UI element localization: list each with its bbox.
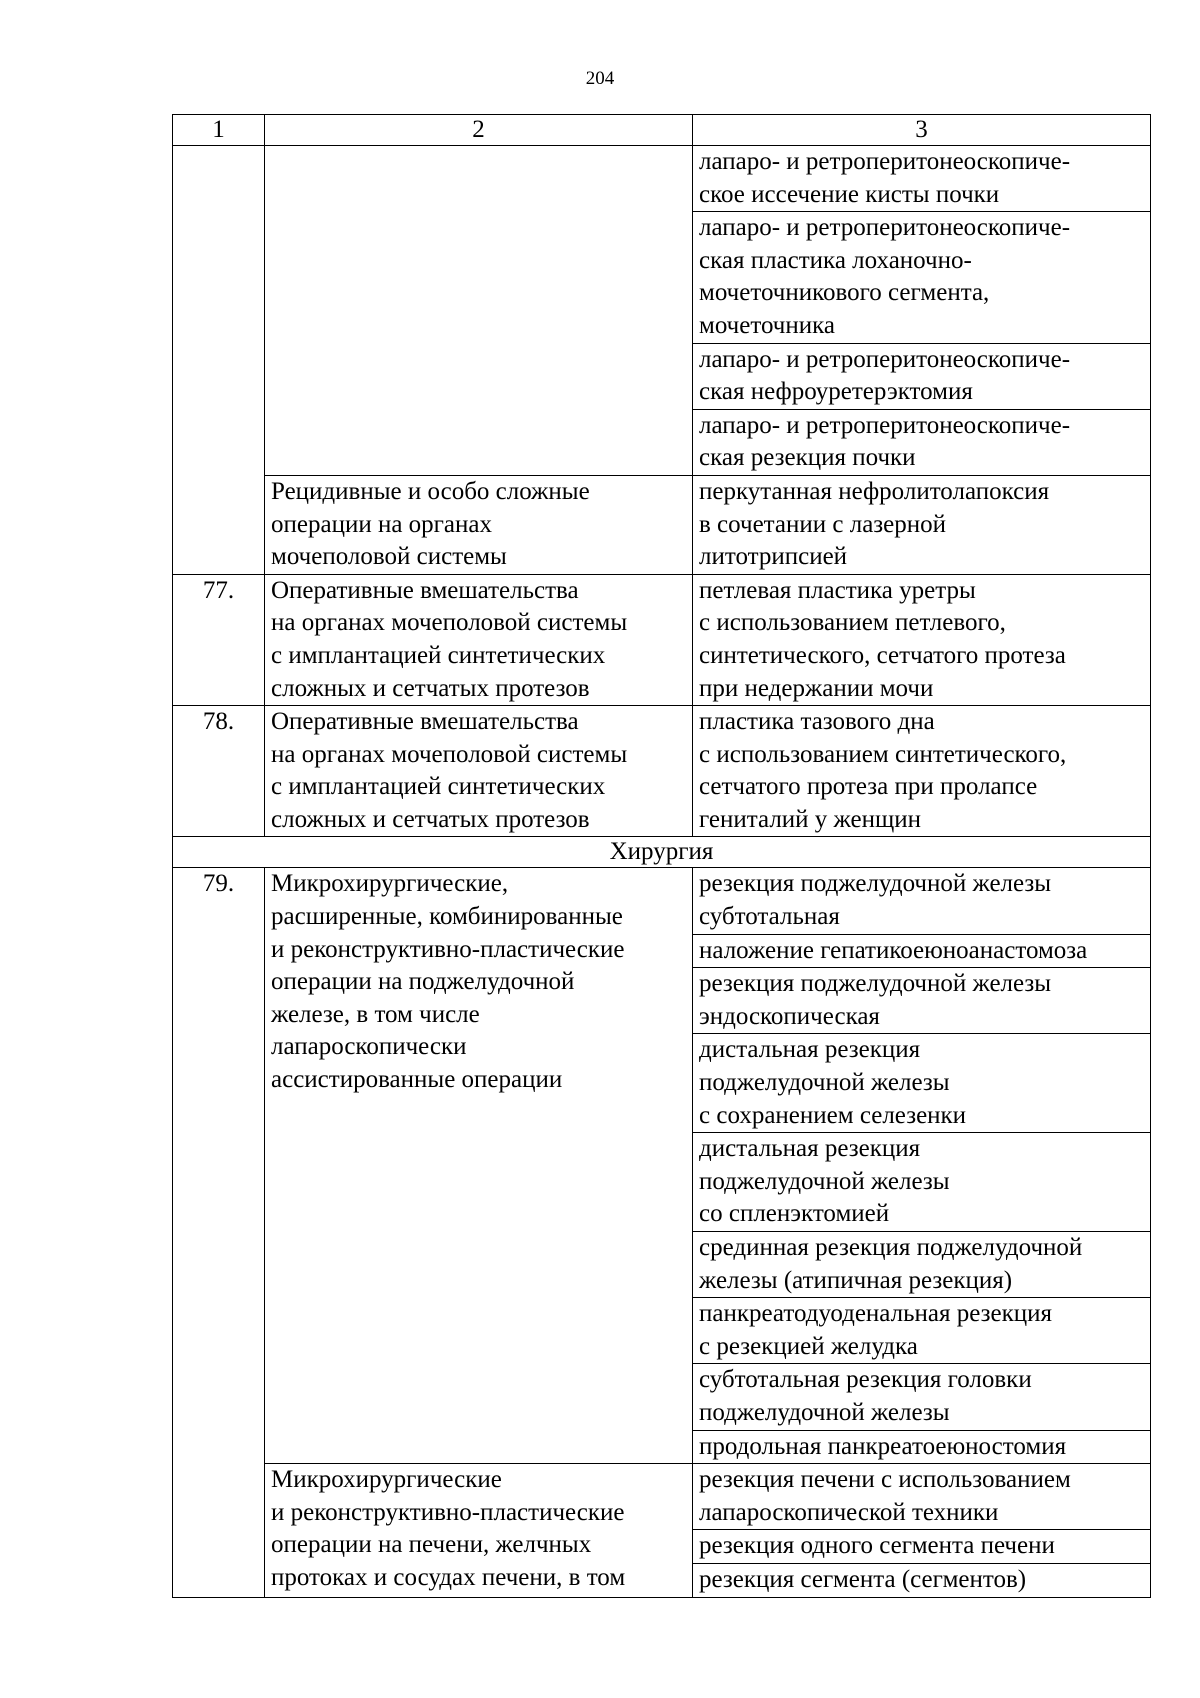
method-cell: продольная панкреатоеюностомия	[693, 1430, 1151, 1464]
row-number: 78.	[173, 706, 265, 837]
header-col-2: 2	[265, 115, 693, 146]
table-header-row	[173, 115, 1151, 146]
table-row	[173, 1464, 1151, 1530]
method-cell: резекция поджелудочной железы субтотальная	[693, 868, 1151, 934]
procedure-group-cell: Оперативные вмешательства на органах мочеполовой системы с имплантацией синтетических сложных и сетчатых протезов	[265, 706, 693, 837]
row-number: 77.	[173, 574, 265, 705]
header-col-3: 3	[693, 115, 1151, 146]
method-cell: дистальная резекция поджелудочной железы с сохранением селезенки	[693, 1034, 1151, 1133]
method-cell: резекция поджелудочной железы эндоскопическая	[693, 968, 1151, 1034]
method-cell: лапаро- и ретроперитонеоскопиче- ское иссечение кисты почки	[693, 146, 1151, 212]
header-col-1: 1	[173, 115, 265, 146]
method-cell: наложение гепатикоеюноанастомоза	[693, 934, 1151, 968]
method-cell: пластика тазового дна с использованием синтетического, сетчатого протеза при пролапсе гениталий у женщин	[693, 706, 1151, 837]
method-cell: панкреатодуоденальная резекция с резекцией желудка	[693, 1298, 1151, 1364]
method-cell: субтотальная резекция головки поджелудочной железы	[693, 1364, 1151, 1430]
table-row	[173, 868, 1151, 934]
procedure-group-cell: Оперативные вмешательства на органах мочеполовой системы с имплантацией синтетических сложных и сетчатых протезов	[265, 574, 693, 705]
method-cell: петлевая пластика уретры с использованием петлевого, синтетического, сетчатого протеза при недержании мочи	[693, 574, 1151, 705]
procedure-group-cell: Рецидивные и особо сложные операции на органах мочеполовой системы	[265, 475, 693, 574]
row-number: 79.	[173, 868, 265, 1597]
procedure-group-cell: Микрохирургические, расширенные, комбинированные и реконструктивно-пластические операции на поджелудочной железе, в том числе лапароскопически ассистированные операции	[265, 868, 693, 1464]
method-cell: перкутанная нефролитолапоксия в сочетании с лазерной литотрипсией	[693, 475, 1151, 574]
procedure-group-cell: Микрохирургические и реконструктивно-пластические операции на печени, желчных протоках и сосудах печени, в том	[265, 1464, 693, 1597]
procedures-table	[172, 114, 1151, 1598]
section-title: Хирургия	[173, 837, 1151, 868]
method-cell: резекция сегмента (сегментов)	[693, 1563, 1151, 1597]
method-cell: резекция одного сегмента печени	[693, 1530, 1151, 1564]
table-row	[173, 475, 1151, 574]
method-cell: лапаро- и ретроперитонеоскопиче- ская резекция почки	[693, 409, 1151, 475]
table-row	[173, 574, 1151, 705]
method-cell: лапаро- и ретроперитонеоскопиче- ская нефроуретерэктомия	[693, 343, 1151, 409]
method-cell: дистальная резекция поджелудочной железы со спленэктомией	[693, 1133, 1151, 1232]
table-row	[173, 146, 1151, 212]
section-row	[173, 837, 1151, 868]
method-cell: лапаро- и ретроперитонеоскопиче- ская пластика лоханочно- мочеточникового сегмента, мочеточника	[693, 212, 1151, 343]
number-cell-empty	[173, 146, 265, 575]
table-row	[173, 706, 1151, 837]
page-number: 204	[585, 68, 615, 89]
method-cell: срединная резекция поджелудочной железы (атипичная резекция)	[693, 1232, 1151, 1298]
procedure-group-cell-empty	[265, 146, 693, 476]
method-cell: резекция печени с использованием лапароскопической техники	[693, 1464, 1151, 1530]
